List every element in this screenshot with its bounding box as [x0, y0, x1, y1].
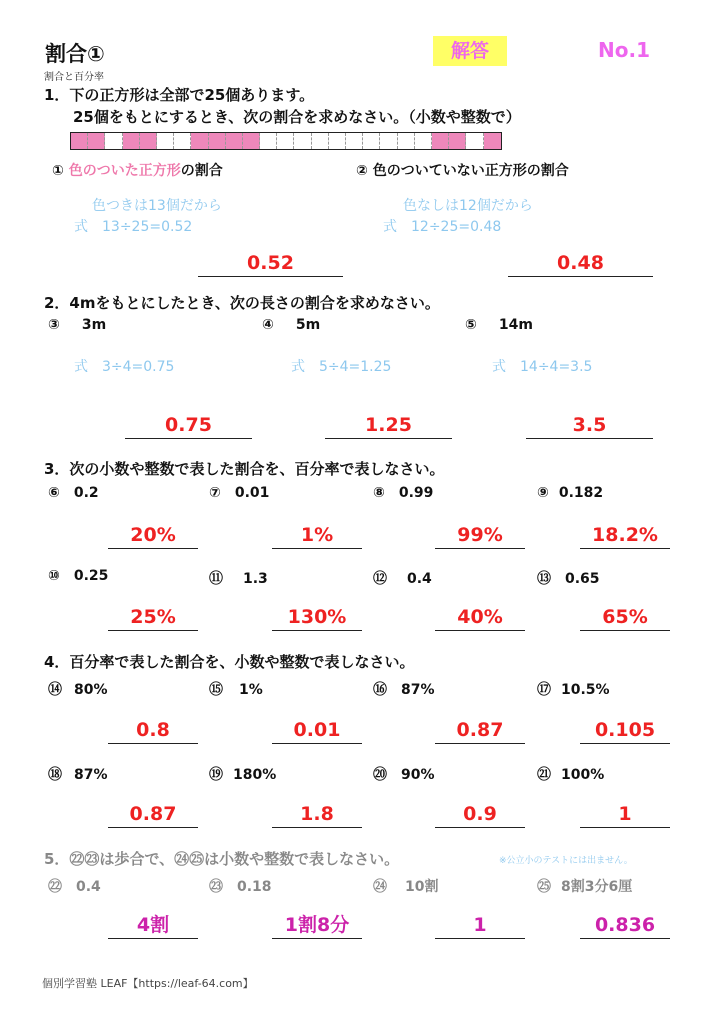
q4-item-18: ⑱ 87% — [48, 767, 108, 783]
footer-credit: 個別学習塾 LEAF【https://leaf-64.com】 — [42, 977, 254, 990]
sheet-number: No.1 — [598, 38, 650, 62]
q1-text-line2: 25個をもとにするとき、次の割合を求めなさい。（小数や整数で） — [73, 108, 521, 126]
q4-item-16: ⑯ 87% — [373, 682, 435, 698]
q5-item-24: ㉔ 10割 — [373, 879, 439, 895]
q4-answer-21: 1 — [580, 801, 670, 828]
q3-answer-13: 65% — [580, 604, 670, 631]
q3-item-12: ⑫ 0.4 — [373, 571, 432, 587]
q3-item-10: ⑩ 0.25 — [48, 568, 109, 584]
q4-item-17: ⑰ 10.5% — [537, 682, 610, 698]
q2-item-3: ③ 3m — [48, 317, 107, 333]
q5-answer-24: 1 — [435, 912, 525, 939]
square-cell — [191, 133, 208, 149]
q1-b-hint: 色なしは12個だから — [403, 198, 533, 214]
q4-answer-19: 1.8 — [272, 801, 362, 828]
square-cell — [157, 133, 174, 149]
square-cell — [277, 133, 294, 149]
q2-answer-4: 1.25 — [325, 412, 452, 439]
square-cell — [398, 133, 415, 149]
square-cell — [226, 133, 243, 149]
square-strip — [70, 132, 502, 150]
q2-item-4: ④ 5m — [262, 317, 321, 333]
square-cell — [105, 133, 122, 149]
q1-a-label — [52, 160, 223, 180]
q2-formula-3: 式 3÷4=0.75 — [74, 359, 175, 375]
answer-badge: 解答 — [433, 36, 507, 66]
square-cell — [484, 133, 501, 149]
square-cell — [312, 133, 329, 149]
q4-item-15: ⑮ 1% — [209, 682, 263, 698]
square-cell — [432, 133, 449, 149]
q5-answer-22: 4割 — [108, 912, 198, 939]
square-cell — [466, 133, 483, 149]
q4-answer-16: 0.87 — [435, 717, 525, 744]
q3-item-11: ⑪ 1.3 — [209, 571, 268, 587]
q2-formula-5: 式 14÷4=3.5 — [492, 359, 593, 375]
q5-item-22: ㉒ 0.4 — [48, 879, 101, 895]
square-cell — [71, 133, 88, 149]
square-cell — [363, 133, 380, 149]
square-cell — [415, 133, 432, 149]
q4-answer-20: 0.9 — [435, 801, 525, 828]
q4-item-19: ⑲ 180% — [209, 767, 277, 783]
q3-item-7: ⑦ 0.01 — [209, 485, 270, 501]
q4-item-21: ㉑ 100% — [537, 767, 605, 783]
q3-item-8: ⑧ 0.99 — [373, 485, 434, 501]
q4-text: 4．百分率で表した割合を、小数や整数で表しなさい。 — [44, 653, 415, 671]
q5-note: ※公立小のテストには出ません。 — [499, 856, 633, 866]
q3-answer-6: 20% — [108, 522, 198, 549]
q3-answer-9: 18.2% — [580, 522, 670, 549]
q3-answer-8: 99% — [435, 522, 525, 549]
q3-answer-11: 130% — [272, 604, 362, 631]
q1-a-num: ① — [52, 163, 64, 179]
q1-a-colored-text: 色のついた正方形 — [68, 163, 181, 179]
square-cell — [123, 133, 140, 149]
q5-answer-25: 0.836 — [580, 912, 670, 939]
square-cell — [449, 133, 466, 149]
q4-answer-15: 0.01 — [272, 717, 362, 744]
q2-item-5: ⑤ 14m — [465, 317, 533, 333]
square-cell — [174, 133, 191, 149]
q5-item-23: ㉓ 0.18 — [209, 879, 272, 895]
q2-formula-4: 式 5÷4=1.25 — [291, 359, 392, 375]
q1-b-num: ② — [356, 163, 368, 179]
q1-a-answer: 0.52 — [198, 250, 343, 277]
page-title: 割合① — [45, 42, 105, 66]
q4-item-20: ⑳ 90% — [373, 767, 435, 783]
square-cell — [380, 133, 397, 149]
q3-item-6: ⑥ 0.2 — [48, 485, 99, 501]
q4-answer-17: 0.105 — [580, 717, 670, 744]
q1-a-hint: 色つきは13個だから — [92, 198, 222, 214]
q3-item-13: ⑬ 0.65 — [537, 571, 600, 587]
q5-text: 5．㉒㉓は歩合で、㉔㉕は小数や整数で表しなさい。 — [44, 850, 400, 868]
q1-b-text: 色のついていない正方形の割合 — [372, 163, 569, 179]
q2-answer-3: 0.75 — [125, 412, 252, 439]
square-cell — [260, 133, 277, 149]
square-cell — [329, 133, 346, 149]
q1-b-label — [356, 160, 569, 180]
q1-b-answer: 0.48 — [508, 250, 653, 277]
page-subtitle: 割合と百分率 — [44, 72, 104, 83]
q1-b-formula: 式 12÷25=0.48 — [383, 219, 502, 235]
square-cell — [140, 133, 157, 149]
square-cell — [209, 133, 226, 149]
q5-item-25: ㉕ 8割3分6厘 — [537, 879, 633, 895]
q3-item-9: ⑨ 0.182 — [537, 485, 604, 501]
q4-item-14: ⑭ 80% — [48, 682, 108, 698]
square-cell — [88, 133, 105, 149]
q3-text: 3．次の小数や整数で表した割合を、百分率で表しなさい。 — [44, 460, 445, 478]
q4-answer-18: 0.87 — [108, 801, 198, 828]
square-cell — [346, 133, 363, 149]
q2-answer-5: 3.5 — [526, 412, 653, 439]
q5-answer-23: 1割8分 — [272, 912, 362, 939]
square-cell — [243, 133, 260, 149]
q1-a-formula: 式 13÷25=0.52 — [74, 219, 193, 235]
q3-answer-10: 25% — [108, 604, 198, 631]
q2-text: 2．4mをもとにしたとき、次の長さの割合を求めなさい。 — [44, 294, 440, 312]
q3-answer-12: 40% — [435, 604, 525, 631]
q3-answer-7: 1% — [272, 522, 362, 549]
q4-answer-14: 0.8 — [108, 717, 198, 744]
square-cell — [294, 133, 311, 149]
q1-a-suffix: の割合 — [180, 163, 223, 179]
q1-text-line1: 1．下の正方形は全部で25個あります。 — [44, 86, 315, 104]
